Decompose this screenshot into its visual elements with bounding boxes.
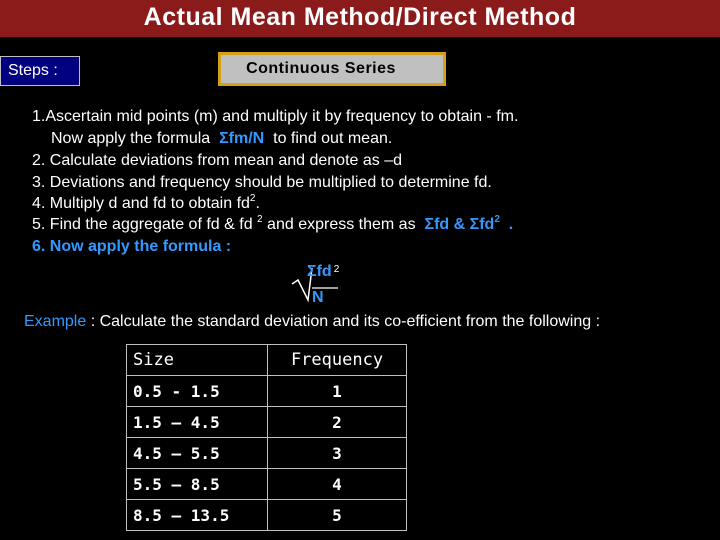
step-5-sup-1: 2 xyxy=(257,214,263,225)
step-2: 2. Calculate deviations from mean and denote as –d xyxy=(32,152,403,169)
step-4-end: . xyxy=(255,195,260,212)
step-5-sup-2: 2 xyxy=(494,214,500,225)
step-5-text: 5. Find the aggregate of fd & fd xyxy=(32,216,253,233)
size-cell: 5.5 – 8.5 xyxy=(127,469,268,500)
header-size: Size xyxy=(127,345,268,376)
table-row xyxy=(127,469,407,500)
frequency-cell: 3 xyxy=(268,438,407,469)
table-row xyxy=(127,376,407,407)
example-line xyxy=(24,313,600,331)
step-4-text: 4. Multiply d and fd to obtain fd xyxy=(32,195,250,212)
formula-denominator: N xyxy=(312,289,324,306)
steps-label-box xyxy=(0,56,80,86)
sum-formula: Σfd & Σfd xyxy=(424,216,495,233)
formula-numerator-sup: 2 xyxy=(333,264,340,275)
frequency-cell: 1 xyxy=(268,376,407,407)
frequency-cell: 4 xyxy=(268,469,407,500)
table-header-row xyxy=(127,345,407,376)
step-1: 1.Ascertain mid points (m) and multiply it by frequency to obtain - fm. xyxy=(32,108,519,125)
size-cell: 8.5 – 13.5 xyxy=(127,500,268,531)
steps-label: Steps : xyxy=(8,62,58,79)
example-text: : Calculate the standard deviation and its co-efficient from the following : xyxy=(90,313,601,330)
mean-formula: Σfm/N xyxy=(219,130,265,147)
table-row xyxy=(127,438,407,469)
title-bar xyxy=(0,0,720,37)
step-5 xyxy=(32,216,513,234)
page-title: Actual Mean Method/Direct Method xyxy=(143,3,577,31)
step-3: 3. Deviations and frequency should be multiplied to determine fd. xyxy=(32,174,492,191)
series-label-box xyxy=(218,52,446,86)
step-4 xyxy=(32,195,260,213)
frequency-table xyxy=(126,344,407,531)
table-row xyxy=(127,500,407,531)
example-label: Example xyxy=(24,313,87,330)
size-cell: 4.5 – 5.5 xyxy=(127,438,268,469)
header-frequency: Frequency xyxy=(268,345,407,376)
formula-numerator-text: Σfd xyxy=(307,263,332,280)
formula-numerator xyxy=(307,263,339,281)
table-row xyxy=(127,407,407,438)
step-5-end: . xyxy=(508,216,514,233)
size-cell: 1.5 – 4.5 xyxy=(127,407,268,438)
frequency-cell: 2 xyxy=(268,407,407,438)
size-cell: 0.5 - 1.5 xyxy=(127,376,268,407)
step-4-sup: 2 xyxy=(249,193,256,204)
step-1-formula-pre: Now apply the formula xyxy=(51,130,211,147)
frequency-cell: 5 xyxy=(268,500,407,531)
step-5-mid: and express them as xyxy=(262,216,416,233)
step-1-formula-line xyxy=(51,130,392,148)
step-6: 6. Now apply the formula : xyxy=(32,238,232,255)
series-label: Continuous Series xyxy=(246,60,396,77)
step-1-formula-post: to find out mean. xyxy=(273,130,393,147)
